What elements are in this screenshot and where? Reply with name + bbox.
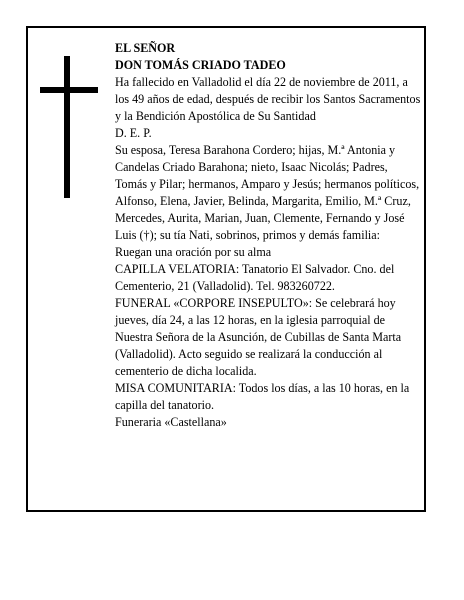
obituary-text: [115, 40, 421, 431]
family-list: Su esposa, Teresa Barahona Cordero; hijas, M.ª Antonia y Candelas Criado Barahona; nieto, Isaac Nicolás; Padres, Tomás y Pilar; hermanos, Amparo y Jesús; hermanos políticos, Alfonso, Elena, Javier, Belinda, Margarita, Emilio, M.ª Cruz, Mercedes, Aurita, Marian, Juan, Clemente, Fernando y José Luis (†); su tía Nati, sobrinos, primos y demás familia:: [115, 143, 420, 242]
honorific: EL SEÑOR: [115, 41, 176, 55]
funeral-info: FUNERAL «CORPORE INSEPULTO»: Se celebrará hoy jueves, día 24, a las 12 horas, en la iglesia parroquial de Nuestra Señora de la Asunción, de Cubillas de Santa Marta (Valladolid). Acto seguido se realizará la conducción al cementerio de dicha localida.: [115, 296, 402, 378]
funeral-home: Funeraria «Castellana»: [115, 415, 227, 429]
mass-info: MISA COMUNITARIA: Todos los días, a las 10 horas, en la capilla del tanatorio.: [115, 381, 410, 412]
death-statement: Ha fallecido en Valladolid el día 22 de noviembre de 2011, a los 49 años de edad, después de recibir los Santos Sacramentos y la Bendición Apostólica de Su Santidad: [115, 75, 421, 123]
cross-vertical-bar: [64, 56, 70, 198]
cross-horizontal-bar: [40, 87, 98, 93]
deceased-name: DON TOMÁS CRIADO TADEO: [115, 58, 286, 72]
prayer-request: Ruegan una oración por su alma: [115, 245, 272, 259]
chapel-info: CAPILLA VELATORIA: Tanatorio El Salvador. Cno. del Cementerio, 21 (Valladolid). Tel. 983260722.: [115, 262, 395, 293]
latin-cross-icon: [40, 56, 98, 198]
rip-line: D. E. P.: [115, 126, 152, 140]
obituary-notice: [26, 26, 426, 512]
